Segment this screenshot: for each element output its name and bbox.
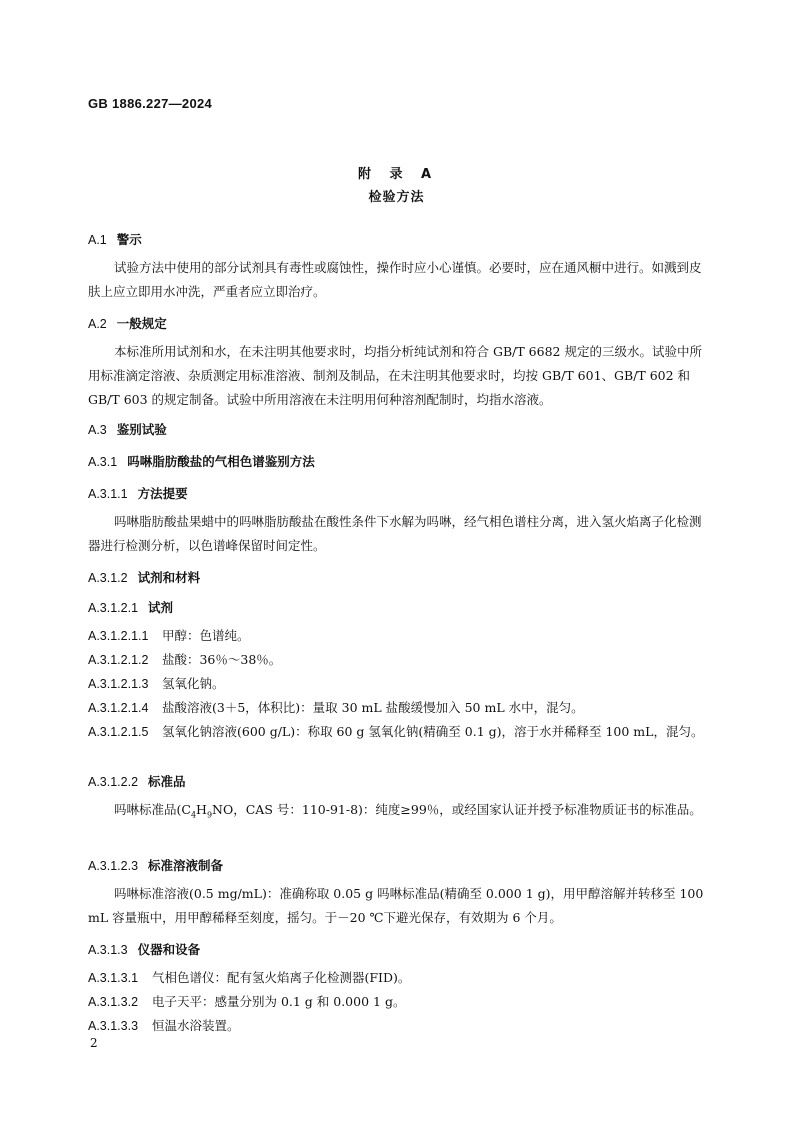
text-segment: 吗啉标准品(C bbox=[114, 802, 191, 817]
list-item bbox=[88, 966, 704, 990]
section-number: A.3.1.1 bbox=[88, 487, 128, 501]
list-item bbox=[88, 624, 704, 648]
section-heading-a31 bbox=[88, 452, 315, 470]
annex-label: 附 录 A bbox=[357, 167, 436, 182]
section-title: 标准溶液制备 bbox=[148, 858, 224, 873]
paragraph-warning: 试验方法中使用的部分试剂具有毒性或腐蚀性，操作时应小心谨慎。必要时，应在通风橱中进行。如溅到皮肤上应立即用水冲洗，严重者应立即治疗。 bbox=[88, 260, 702, 299]
item-text: 电子天平：感量分别为 0.1 g 和 0.000 1 g。 bbox=[151, 994, 406, 1009]
section-title: 吗啉脂肪酸盐的气相色谱鉴别方法 bbox=[127, 454, 315, 469]
item-number: A.3.1.3.1 bbox=[88, 971, 139, 985]
list-item bbox=[88, 1014, 704, 1038]
paragraph-general: 本标准所用试剂和水，在未注明其他要求时，均指分析纯试剂和符合 GB/T 6682 规定的三级水。试验中所用标准滴定溶液、杂质测定用标准溶液、制剂及制品，在未注明其他要求时，均按 GB/T 601、GB/T 602 和 GB/T 603 的规定制备。试验中所用溶液在未注明用何种溶剂配制时，均指水溶液。 bbox=[88, 344, 702, 407]
section-number: A.3.1 bbox=[88, 455, 118, 469]
section-number: A.3.1.2 bbox=[88, 571, 128, 585]
item-number: A.3.1.3.2 bbox=[88, 995, 139, 1009]
section-heading-a313 bbox=[88, 940, 200, 958]
list-item bbox=[88, 720, 704, 744]
section-title: 试剂 bbox=[148, 600, 174, 615]
item-text: 气相色谱仪：配有氢火焰离子化检测器(FID)。 bbox=[151, 970, 411, 985]
item-text: 氢氧化钠。 bbox=[161, 676, 225, 691]
section-title: 警示 bbox=[116, 232, 142, 247]
section-title: 方法提要 bbox=[137, 486, 188, 501]
item-number: A.3.1.2.1.4 bbox=[88, 701, 149, 715]
section-number: A.3 bbox=[88, 423, 107, 437]
item-text: 甲醇：色谱纯。 bbox=[161, 628, 250, 643]
section-number: A.2 bbox=[88, 317, 107, 331]
list-item bbox=[88, 990, 704, 1014]
standard-number: GB 1886.227—2024 bbox=[88, 96, 213, 111]
item-text: 氢氧化钠溶液(600 g/L)：称取 60 g 氢氧化钠(精确至 0.1 g)，溶于水并稀释至 100 mL，混匀。 bbox=[161, 724, 704, 739]
section-number: A.3.1.2.1 bbox=[88, 601, 139, 615]
item-number: A.3.1.2.1.5 bbox=[88, 725, 149, 739]
section-heading-a3123 bbox=[88, 856, 223, 874]
page-number: 2 bbox=[90, 1036, 98, 1050]
item-number: A.3.1.2.1.3 bbox=[88, 677, 149, 691]
section-heading-a1 bbox=[88, 230, 142, 248]
list-item bbox=[88, 696, 704, 720]
paragraph-reference-standard bbox=[88, 798, 704, 828]
text-segment: H bbox=[196, 802, 207, 817]
item-text: 盐酸溶液(3＋5，体积比)：量取 30 mL 盐酸缓慢加入 50 mL 水中，混匀。 bbox=[161, 700, 584, 715]
section-title: 仪器和设备 bbox=[137, 942, 201, 957]
item-number: A.3.1.2.1.2 bbox=[88, 653, 149, 667]
section-heading-a3122 bbox=[88, 772, 186, 790]
list-item bbox=[88, 648, 704, 672]
section-number: A.1 bbox=[88, 233, 107, 247]
subscript: 4 bbox=[190, 810, 197, 820]
text-segment: NO，CAS 号：110-91-8)：纯度≥99％，或经国家认证并授予标准物质证书的标准品。 bbox=[212, 802, 702, 817]
paragraph-standard-solution: 吗啉标准溶液(0.5 mg/mL)：准确称取 0.05 g 吗啉标准品(精确至 0.000 1 g)，用甲醇溶解并转移至 100 mL 容量瓶中，用甲醇稀释至刻度，摇匀。于－20 ℃下避光保存，有效期为 6 个月。 bbox=[88, 886, 704, 925]
section-heading-a312 bbox=[88, 568, 200, 586]
item-number: A.3.1.2.1.1 bbox=[88, 629, 149, 643]
section-number: A.3.1.2.2 bbox=[88, 775, 139, 789]
section-title: 一般规定 bbox=[116, 316, 167, 331]
list-item bbox=[88, 672, 704, 696]
item-number: A.3.1.3.3 bbox=[88, 1019, 139, 1033]
section-heading-a3121 bbox=[88, 598, 173, 616]
section-number: A.3.1.3 bbox=[88, 943, 128, 957]
item-text: 恒温水浴装置。 bbox=[151, 1018, 240, 1033]
annex-title: 检验方法 bbox=[368, 190, 425, 205]
section-title: 标准品 bbox=[148, 774, 186, 789]
section-heading-a3 bbox=[88, 420, 167, 438]
section-number: A.3.1.2.3 bbox=[88, 859, 139, 873]
paragraph-method-summary: 吗啉脂肪酸盐果蜡中的吗啉脂肪酸盐在酸性条件下水解为吗啉，经气相色谱柱分离，进入氢火焰离子化检测器进行检测分析，以色谱峰保留时间定性。 bbox=[88, 514, 702, 553]
section-heading-a2 bbox=[88, 314, 167, 332]
item-text: 盐酸：36％～38％。 bbox=[161, 652, 282, 667]
section-title: 试剂和材料 bbox=[137, 570, 201, 585]
subscript: 9 bbox=[206, 810, 213, 820]
section-heading-a311 bbox=[88, 484, 188, 502]
section-title: 鉴别试验 bbox=[116, 422, 167, 437]
